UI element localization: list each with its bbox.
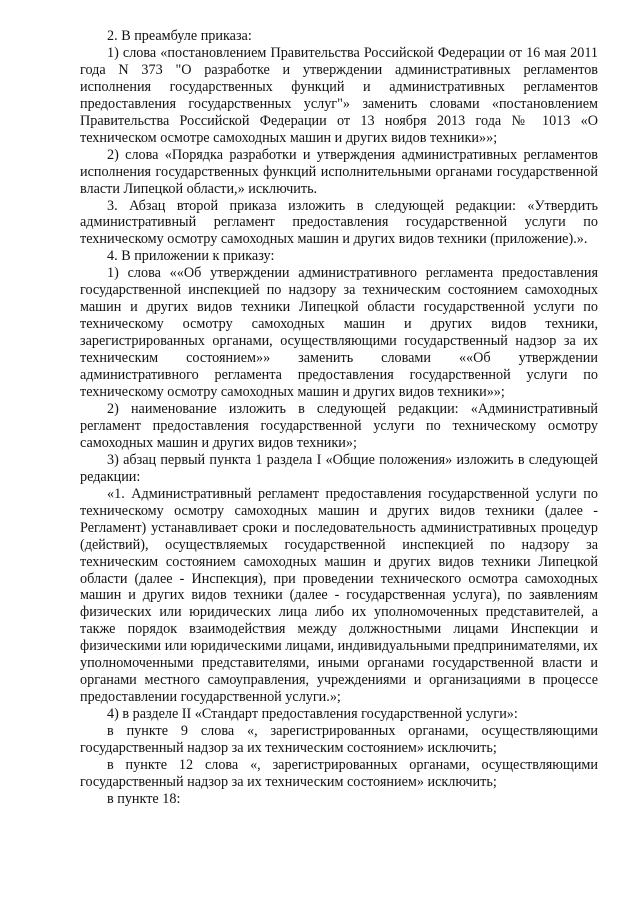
- paragraph-section-2-heading: 2. В преамбуле приказа:: [107, 28, 252, 44]
- paragraph-regulation-clause-1: «1. Административный регламент предоставления государственной услуги по техническому осмотру самоходных машин и других видов техники (далее - Регламент) устанавливает сроки и последовательность административных процедур (действий), осуществляемых государственной инспекцией по надзору за техническим состоянием самоходных машин и других видов техники Липецкой области (далее - Инспекция), при проведении технического осмотра самоходных машин и других видов техники (далее - государственная услуга), по заявлениям физических или юридических лица либо их уполномоченных представителей, а также порядок взаимодействия между должностными лицами Инспекции и физическими или юридическими лицами, индивидуальными предпринимателями, их уполномоченными представителями, иными органами государственной власти и органами местного самоуправления, учреждениями и организациями в процессе предоставлении государственной услуги.»;: [80, 485, 598, 706]
- paragraph-item-3-appendix: 3) абзац первый пункта 1 раздела I «Общие положения» изложить в следующей редакции:: [80, 451, 598, 485]
- paragraph-section-3: 3. Абзац второй приказа изложить в следующей редакции: «Утвердить административный регламент предоставления государственной услуги по техническому осмотру самоходных машин и других видов техники (приложение).».: [80, 197, 598, 248]
- paragraph-point-18: в пункте 18:: [107, 790, 181, 807]
- paragraph-item-2-appendix: 2) наименование изложить в следующей редакции: «Административный регламент предоставления государственной услуги по техническому осмотру самоходных машин и других видов техники»;: [80, 400, 598, 451]
- paragraph-point-9: в пункте 9 слова «, зарегистрированных органами, осуществляющими государственный надзор за их техническим состоянием» исключить;: [80, 723, 598, 757]
- paragraph-section-4-heading: 4. В приложении к приказу:: [107, 248, 275, 265]
- paragraph-item-2-preamble: 2) слова «Порядка разработки и утверждения административных регламентов исполнения государственных функций исполнительными органами государственной власти Липецкой области,» исключить.: [80, 146, 598, 197]
- paragraph-point-12: в пункте 12 слова «, зарегистрированных органами, осуществляющими государственный надзор за их техническим состоянием» исключить;: [80, 756, 598, 790]
- document-page: [80, 28, 598, 808]
- paragraph-item-4-appendix: 4) в разделе II «Стандарт предоставления государственной услуги»:: [107, 706, 518, 723]
- paragraph-item-1-preamble: 1) слова «постановлением Правительства Российской Федерации от 16 мая 2011 года N 373 "О разработке и утверждении административных регламентов исполнения государственных функций и административных регламентов предоставления государственных услуг"» заменить словами «постановлением Правительства Российской Федерации от 13 ноября 2013 года № 1013 «О техническом осмотре самоходных машин и других видов техники»»;: [80, 44, 598, 146]
- paragraph-item-1-appendix: 1) слова ««Об утверждении административного регламента предоставления государственной инспекцией по надзору за техническим состоянием самоходных машин и других видов техники Липецкой области государственной услуги по техническому осмотру самоходных машин и других видов техники, зарегистрированных органами, осуществляющими государственный надзор за их техническим состоянием»» заменить словами ««Об утверждении административного регламента предоставления государственной услуги по техническому осмотру самоходных машин и других видов техники»»;: [80, 265, 598, 401]
